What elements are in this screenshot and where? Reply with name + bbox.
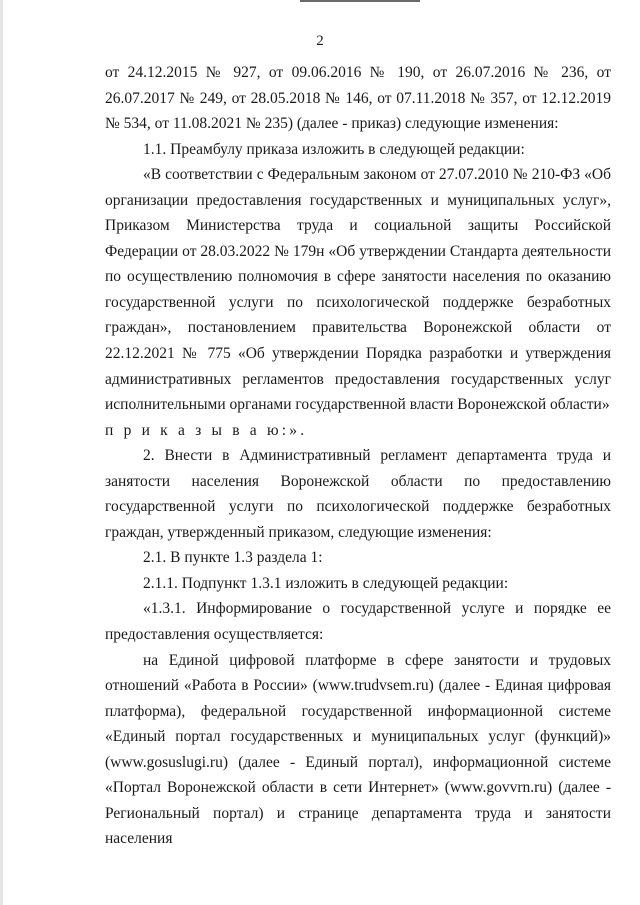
paragraph-item-2-1: 2.1. В пункте 1.3 раздела 1: bbox=[143, 549, 323, 567]
paragraph-item-1-3-1: «1.3.1. Информирование о государственной услуге и порядке ее предоставления осуществляется: bbox=[105, 600, 611, 644]
paragraph-continuation: от 24.12.2015 № 927, от 09.06.2016 № 190, от 26.07.2016 № 236, от 26.07.2017 № 249, от 28.05.2018 № 146, от 07.11.2018 № 357, от 12.12.2019 № 534, от 11.08.2021 № 235) (далее - приказ) следующие изменения: bbox=[105, 64, 611, 133]
top-scan-line bbox=[300, 0, 420, 2]
scan-edge bbox=[0, 0, 3, 905]
paragraph-item-1-1: 1.1. Преамбулу приказа изложить в следующей редакции: bbox=[143, 140, 525, 158]
paragraph-preamble-quote: «В соответствии с Федеральным законом от 27.07.2010 № 210-ФЗ «Об организации предоставления государственных и муниципальных услуг», Приказом Министерства труда и социальной защиты Российской Федерации от 28.03.2022 № 179н «Об утверждении Стандарта деятельности по осуществлению полномочия в сфере занятости населения по оказанию государственной услуги по психологической поддержке безработных граждан», постановлением правительства Воронежской области от 22.12.2021 № 775 «Об утверждении Порядка разработки и утверждения административных регламентов предоставления государственных услуг исполнительными органами государственной власти Воронежской области» bbox=[105, 166, 611, 414]
document-body bbox=[105, 60, 611, 852]
page-number: 2 bbox=[316, 33, 324, 49]
paragraph-order-word: п р и к а з ы в а ю:». bbox=[105, 421, 308, 439]
paragraph-item-2-1-1: 2.1.1. Подпункт 1.3.1 изложить в следующей редакции: bbox=[143, 574, 509, 592]
paragraph-informing-channels: на Единой цифровой платформе в сфере занятости и трудовых отношений «Работа в России» (www.trudvsem.ru) (далее - Единая цифровая платформа), федеральной государственной информационной системе «Единый портал государственных и муниципальных услуг (функций)» (www.gosuslugi.ru) (далее - Единый портал), информационной системе «Портал Воронежской области в сети Интернет» (www.govvrn.ru) (далее - Региональный портал) и странице департамента труда и занятости населения bbox=[105, 651, 611, 848]
paragraph-item-2: 2. Внести в Административный регламент департамента труда и занятости населения Воронежской области по предоставлению государственной услуги по психологической поддержке безработных граждан, утвержденный приказом, следующие изменения: bbox=[105, 447, 611, 541]
